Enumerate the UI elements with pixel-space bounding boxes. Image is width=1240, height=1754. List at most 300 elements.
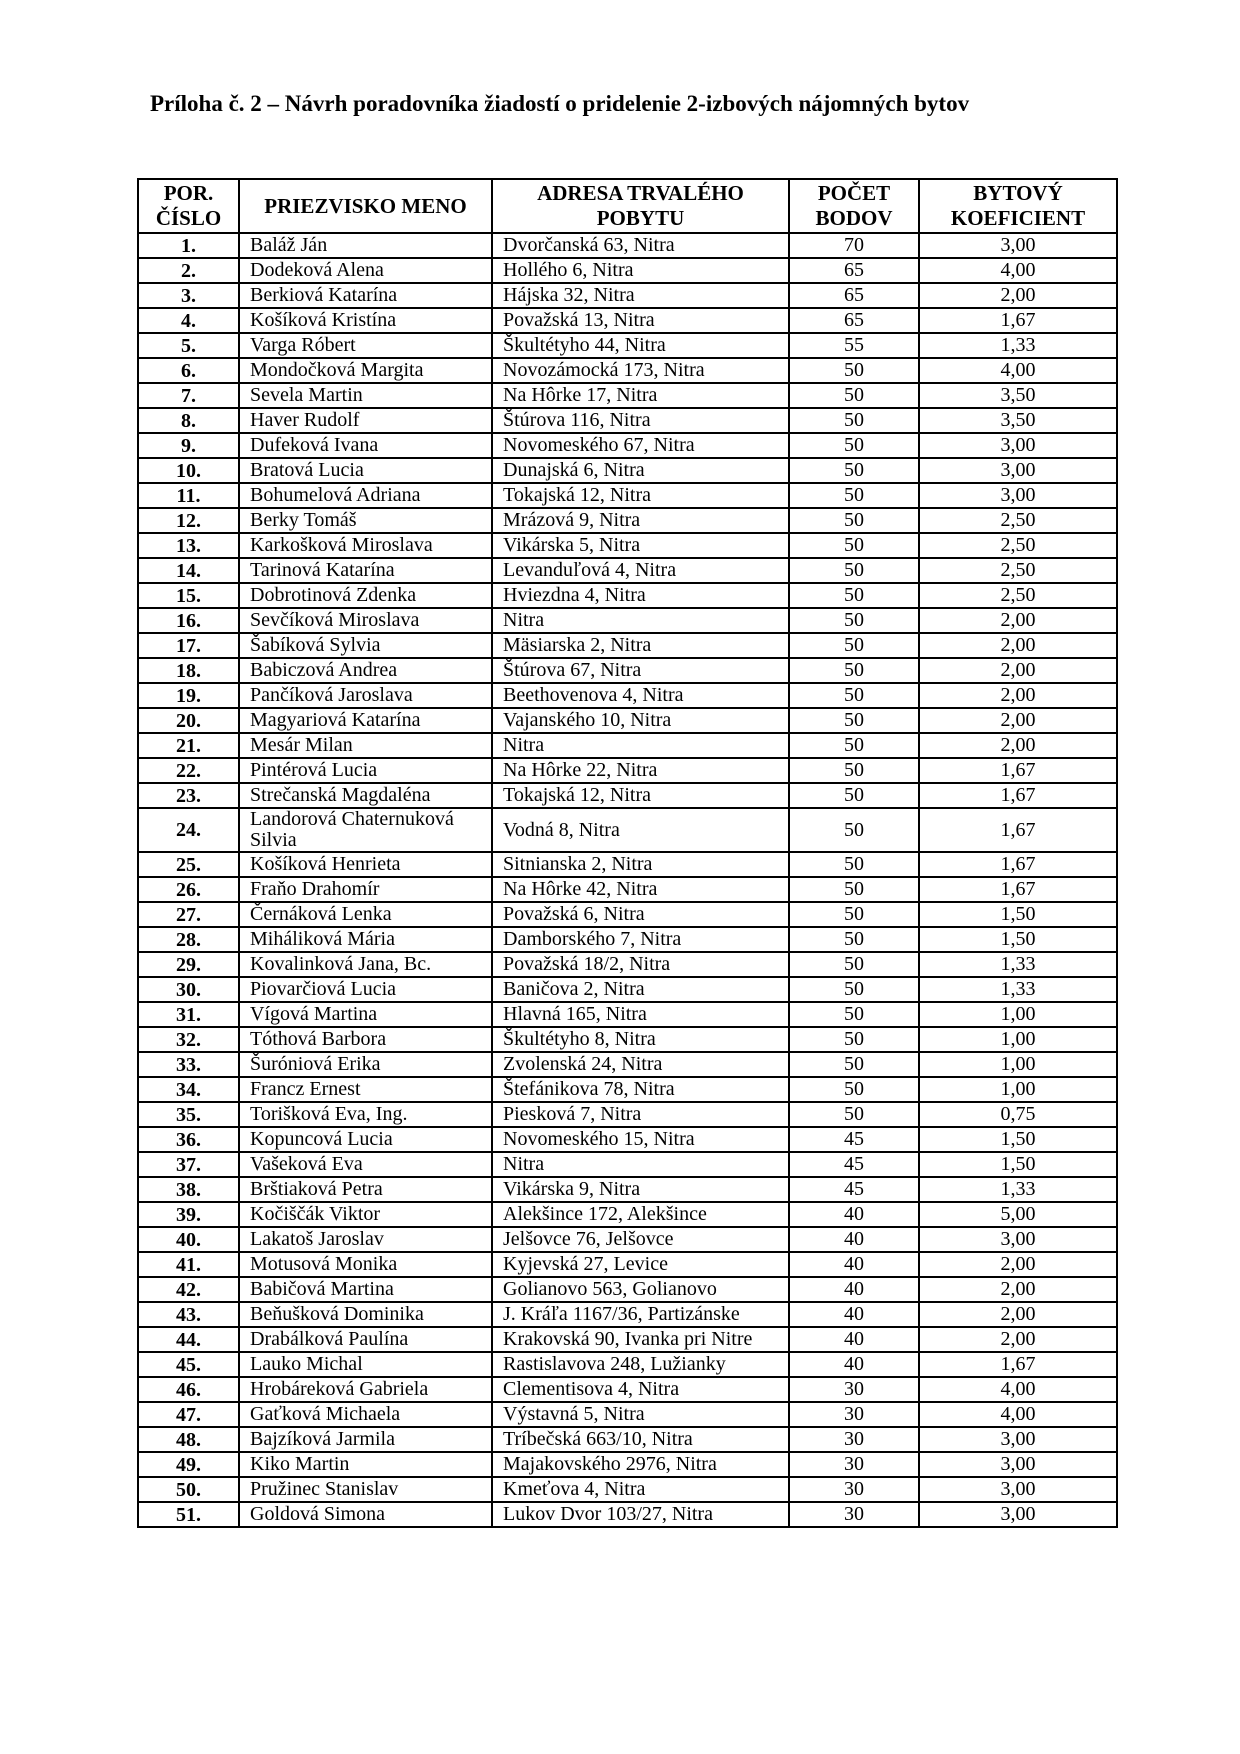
table-row (138, 1027, 1117, 1052)
points-value: 50 (789, 608, 919, 633)
housing-coefficient: 2,00 (919, 708, 1117, 733)
applicant-address: Novomeského 15, Nitra (492, 1127, 789, 1152)
row-number: 7. (138, 383, 239, 408)
applicant-address: Považská 18/2, Nitra (492, 952, 789, 977)
applicant-name: Goldová Simona (239, 1502, 492, 1527)
row-number: 39. (138, 1202, 239, 1227)
points-value: 50 (789, 583, 919, 608)
applicant-address: Hlavná 165, Nitra (492, 1002, 789, 1027)
applicant-name: Košíková Kristína (239, 308, 492, 333)
applicant-name: Berky Tomáš (239, 508, 492, 533)
housing-coefficient: 2,00 (919, 658, 1117, 683)
row-number: 8. (138, 408, 239, 433)
table-row (138, 1227, 1117, 1252)
applicant-address: Vikárska 9, Nitra (492, 1177, 789, 1202)
row-number: 25. (138, 852, 239, 877)
applicant-address: Na Hôrke 22, Nitra (492, 758, 789, 783)
applicant-name: Berkiová Katarína (239, 283, 492, 308)
table-row (138, 1277, 1117, 1302)
table-row (138, 808, 1117, 852)
applicant-name: Francz Ernest (239, 1077, 492, 1102)
applicant-name: Bajzíková Jarmila (239, 1427, 492, 1452)
housing-coefficient: 2,00 (919, 1277, 1117, 1302)
row-number: 32. (138, 1027, 239, 1052)
points-value: 50 (789, 927, 919, 952)
applicant-address: Novomeského 67, Nitra (492, 433, 789, 458)
table-row (138, 1477, 1117, 1502)
table-row (138, 783, 1117, 808)
points-value: 50 (789, 808, 919, 852)
applicants-table (137, 178, 1118, 1528)
applicant-address: Hájska 32, Nitra (492, 283, 789, 308)
applicant-address: Beethovenova 4, Nitra (492, 683, 789, 708)
points-value: 50 (789, 733, 919, 758)
applicant-address: Tokajská 12, Nitra (492, 783, 789, 808)
header-name: PRIEZVISKO MENO (239, 179, 492, 233)
applicant-address: Zvolenská 24, Nitra (492, 1052, 789, 1077)
applicant-name: Brštiaková Petra (239, 1177, 492, 1202)
applicant-name: Gaťková Michaela (239, 1402, 492, 1427)
housing-coefficient: 4,00 (919, 358, 1117, 383)
table-row (138, 1352, 1117, 1377)
applicant-address: Na Hôrke 42, Nitra (492, 877, 789, 902)
housing-coefficient: 1,67 (919, 852, 1117, 877)
table-row (138, 333, 1117, 358)
applicant-name: Miháliková Mária (239, 927, 492, 952)
applicant-name: Šuróniová Erika (239, 1052, 492, 1077)
applicant-name: Babiczová Andrea (239, 658, 492, 683)
applicant-address: Mrázová 9, Nitra (492, 508, 789, 533)
row-number: 9. (138, 433, 239, 458)
points-value: 50 (789, 658, 919, 683)
row-number: 47. (138, 1402, 239, 1427)
housing-coefficient: 1,33 (919, 977, 1117, 1002)
row-number: 48. (138, 1427, 239, 1452)
applicant-name: Kopuncová Lucia (239, 1127, 492, 1152)
applicant-address: Mäsiarska 2, Nitra (492, 633, 789, 658)
applicant-name: Sevčíková Miroslava (239, 608, 492, 633)
points-value: 65 (789, 308, 919, 333)
applicant-name: Tarinová Katarína (239, 558, 492, 583)
housing-coefficient: 2,00 (919, 283, 1117, 308)
housing-coefficient: 2,00 (919, 733, 1117, 758)
housing-coefficient: 1,33 (919, 1177, 1117, 1202)
applicant-name: Pružinec Stanislav (239, 1477, 492, 1502)
housing-coefficient: 1,67 (919, 808, 1117, 852)
applicant-name: Fraňo Drahomír (239, 877, 492, 902)
table-row (138, 1177, 1117, 1202)
housing-coefficient: 3,00 (919, 1452, 1117, 1477)
points-value: 50 (789, 952, 919, 977)
table-row (138, 1302, 1117, 1327)
row-number: 11. (138, 483, 239, 508)
row-number: 22. (138, 758, 239, 783)
points-value: 50 (789, 1102, 919, 1127)
housing-coefficient: 3,00 (919, 1477, 1117, 1502)
applicant-address: Škultétyho 8, Nitra (492, 1027, 789, 1052)
table-row (138, 583, 1117, 608)
points-value: 50 (789, 783, 919, 808)
applicant-name: Tóthová Barbora (239, 1027, 492, 1052)
row-number: 1. (138, 233, 239, 258)
row-number: 35. (138, 1102, 239, 1127)
table-body (138, 233, 1117, 1527)
applicant-name: Lauko Michal (239, 1352, 492, 1377)
applicant-name: Motusová Monika (239, 1252, 492, 1277)
points-value: 50 (789, 433, 919, 458)
row-number: 28. (138, 927, 239, 952)
points-value: 50 (789, 458, 919, 483)
housing-coefficient: 2,00 (919, 683, 1117, 708)
applicant-address: Vikárska 5, Nitra (492, 533, 789, 558)
row-number: 21. (138, 733, 239, 758)
housing-coefficient: 3,00 (919, 233, 1117, 258)
row-number: 36. (138, 1127, 239, 1152)
applicant-name: Pančíková Jaroslava (239, 683, 492, 708)
table-row (138, 558, 1117, 583)
table-row (138, 1002, 1117, 1027)
row-number: 19. (138, 683, 239, 708)
applicant-name: Bratová Lucia (239, 458, 492, 483)
row-number: 38. (138, 1177, 239, 1202)
row-number: 26. (138, 877, 239, 902)
table-row (138, 408, 1117, 433)
row-number: 4. (138, 308, 239, 333)
points-value: 50 (789, 383, 919, 408)
applicant-address: Vodná 8, Nitra (492, 808, 789, 852)
applicant-address: Škultétyho 44, Nitra (492, 333, 789, 358)
row-number: 46. (138, 1377, 239, 1402)
housing-coefficient: 1,50 (919, 1127, 1117, 1152)
table-row (138, 1377, 1117, 1402)
table-row (138, 1052, 1117, 1077)
applicant-name: Mesár Milan (239, 733, 492, 758)
housing-coefficient: 1,33 (919, 952, 1117, 977)
housing-coefficient: 4,00 (919, 1377, 1117, 1402)
points-value: 50 (789, 633, 919, 658)
row-number: 29. (138, 952, 239, 977)
applicant-address: Štefánikova 78, Nitra (492, 1077, 789, 1102)
applicant-name: Černáková Lenka (239, 902, 492, 927)
applicant-name: Pintérová Lucia (239, 758, 492, 783)
row-number: 51. (138, 1502, 239, 1527)
applicant-address: Novozámocká 173, Nitra (492, 358, 789, 383)
applicant-name: Mondočková Margita (239, 358, 492, 383)
points-value: 50 (789, 533, 919, 558)
row-number: 5. (138, 333, 239, 358)
applicant-name: Strečanská Magdaléna (239, 783, 492, 808)
table-row (138, 902, 1117, 927)
points-value: 50 (789, 508, 919, 533)
housing-coefficient: 1,50 (919, 927, 1117, 952)
table-row (138, 733, 1117, 758)
row-number: 31. (138, 1002, 239, 1027)
points-value: 45 (789, 1127, 919, 1152)
table-row (138, 358, 1117, 383)
points-value: 50 (789, 902, 919, 927)
points-value: 40 (789, 1252, 919, 1277)
points-value: 50 (789, 558, 919, 583)
applicant-name: Kiko Martin (239, 1452, 492, 1477)
table-row (138, 1152, 1117, 1177)
housing-coefficient: 3,00 (919, 1227, 1117, 1252)
housing-coefficient: 1,00 (919, 1002, 1117, 1027)
applicant-name: Dufeková Ivana (239, 433, 492, 458)
points-value: 50 (789, 1052, 919, 1077)
table-row (138, 758, 1117, 783)
applicant-name: Babičová Martina (239, 1277, 492, 1302)
points-value: 50 (789, 683, 919, 708)
applicant-address: Alekšince 172, Alekšince (492, 1202, 789, 1227)
row-number: 13. (138, 533, 239, 558)
applicant-address: Na Hôrke 17, Nitra (492, 383, 789, 408)
housing-coefficient: 3,00 (919, 458, 1117, 483)
points-value: 40 (789, 1302, 919, 1327)
housing-coefficient: 1,67 (919, 877, 1117, 902)
table-row (138, 383, 1117, 408)
row-number: 44. (138, 1327, 239, 1352)
applicant-address: Jelšovce 76, Jelšovce (492, 1227, 789, 1252)
housing-coefficient: 2,00 (919, 633, 1117, 658)
housing-coefficient: 3,50 (919, 408, 1117, 433)
applicant-address: Rastislavova 248, Lužianky (492, 1352, 789, 1377)
applicant-address: Hollého 6, Nitra (492, 258, 789, 283)
points-value: 50 (789, 1027, 919, 1052)
housing-coefficient: 1,00 (919, 1077, 1117, 1102)
applicant-address: Považská 6, Nitra (492, 902, 789, 927)
table-row (138, 458, 1117, 483)
applicant-name: Kovalinková Jana, Bc. (239, 952, 492, 977)
row-number: 37. (138, 1152, 239, 1177)
table-row (138, 258, 1117, 283)
applicant-address: Sitnianska 2, Nitra (492, 852, 789, 877)
table-row (138, 852, 1117, 877)
table-row (138, 233, 1117, 258)
table-row (138, 1452, 1117, 1477)
housing-coefficient: 1,00 (919, 1027, 1117, 1052)
applicant-name: Košíková Henrieta (239, 852, 492, 877)
table-header-row (138, 179, 1117, 233)
applicant-name: Vígová Martina (239, 1002, 492, 1027)
points-value: 65 (789, 258, 919, 283)
row-number: 10. (138, 458, 239, 483)
row-number: 16. (138, 608, 239, 633)
points-value: 30 (789, 1377, 919, 1402)
points-value: 45 (789, 1177, 919, 1202)
applicant-address: Golianovo 563, Golianovo (492, 1277, 789, 1302)
row-number: 45. (138, 1352, 239, 1377)
housing-coefficient: 1,67 (919, 758, 1117, 783)
applicant-address: Výstavná 5, Nitra (492, 1402, 789, 1427)
applicant-address: Majakovského 2976, Nitra (492, 1452, 789, 1477)
row-number: 41. (138, 1252, 239, 1277)
table-row (138, 483, 1117, 508)
housing-coefficient: 4,00 (919, 258, 1117, 283)
table-row (138, 1077, 1117, 1102)
points-value: 50 (789, 758, 919, 783)
applicant-address: Piesková 7, Nitra (492, 1102, 789, 1127)
housing-coefficient: 2,00 (919, 1302, 1117, 1327)
points-value: 70 (789, 233, 919, 258)
row-number: 34. (138, 1077, 239, 1102)
points-value: 50 (789, 358, 919, 383)
applicant-address: Tokajská 12, Nitra (492, 483, 789, 508)
points-value: 50 (789, 1077, 919, 1102)
applicant-address: Damborského 7, Nitra (492, 927, 789, 952)
applicant-name: Landorová Chaternuková Silvia (239, 808, 492, 852)
row-number: 2. (138, 258, 239, 283)
row-number: 30. (138, 977, 239, 1002)
points-value: 55 (789, 333, 919, 358)
table-row (138, 1127, 1117, 1152)
applicant-address: J. Kráľa 1167/36, Partizánske (492, 1302, 789, 1327)
applicant-name: Šabíková Sylvia (239, 633, 492, 658)
applicant-address: Tríbečská 663/10, Nitra (492, 1427, 789, 1452)
housing-coefficient: 4,00 (919, 1402, 1117, 1427)
applicant-address: Dvorčanská 63, Nitra (492, 233, 789, 258)
table-row (138, 1502, 1117, 1527)
points-value: 30 (789, 1402, 919, 1427)
row-number: 24. (138, 808, 239, 852)
housing-coefficient: 3,00 (919, 483, 1117, 508)
table-row (138, 1102, 1117, 1127)
row-number: 43. (138, 1302, 239, 1327)
housing-coefficient: 3,50 (919, 383, 1117, 408)
housing-coefficient: 3,00 (919, 433, 1117, 458)
table-row (138, 1202, 1117, 1227)
row-number: 15. (138, 583, 239, 608)
table-row (138, 952, 1117, 977)
applicant-name: Beňušková Dominika (239, 1302, 492, 1327)
header-address: ADRESA TRVALÉHO POBYTU (492, 179, 789, 233)
row-number: 33. (138, 1052, 239, 1077)
points-value: 40 (789, 1352, 919, 1377)
table-row (138, 927, 1117, 952)
applicant-address: Dunajská 6, Nitra (492, 458, 789, 483)
points-value: 30 (789, 1502, 919, 1527)
applicant-address: Clementisova 4, Nitra (492, 1377, 789, 1402)
applicant-address: Považská 13, Nitra (492, 308, 789, 333)
header-points: POČET BODOV (789, 179, 919, 233)
points-value: 45 (789, 1152, 919, 1177)
applicant-name: Magyariová Katarína (239, 708, 492, 733)
row-number: 17. (138, 633, 239, 658)
points-value: 50 (789, 852, 919, 877)
housing-coefficient: 5,00 (919, 1202, 1117, 1227)
table-row (138, 708, 1117, 733)
row-number: 6. (138, 358, 239, 383)
table-row (138, 433, 1117, 458)
points-value: 30 (789, 1452, 919, 1477)
points-value: 40 (789, 1227, 919, 1252)
applicant-name: Bohumelová Adriana (239, 483, 492, 508)
table-row (138, 1327, 1117, 1352)
row-number: 27. (138, 902, 239, 927)
applicant-name: Vašeková Eva (239, 1152, 492, 1177)
applicant-address: Nitra (492, 1152, 789, 1177)
table-row (138, 658, 1117, 683)
applicant-name: Drabálková Paulína (239, 1327, 492, 1352)
row-number: 40. (138, 1227, 239, 1252)
applicant-name: Hrobáreková Gabriela (239, 1377, 492, 1402)
housing-coefficient: 1,67 (919, 783, 1117, 808)
table-row (138, 877, 1117, 902)
housing-coefficient: 1,50 (919, 1152, 1117, 1177)
row-number: 20. (138, 708, 239, 733)
points-value: 50 (789, 977, 919, 1002)
housing-coefficient: 1,67 (919, 308, 1117, 333)
points-value: 50 (789, 483, 919, 508)
housing-coefficient: 2,00 (919, 608, 1117, 633)
points-value: 40 (789, 1327, 919, 1352)
points-value: 50 (789, 708, 919, 733)
table-row (138, 308, 1117, 333)
row-number: 18. (138, 658, 239, 683)
table-row (138, 683, 1117, 708)
table-row (138, 508, 1117, 533)
row-number: 14. (138, 558, 239, 583)
points-value: 50 (789, 877, 919, 902)
applicant-address: Kmeťova 4, Nitra (492, 1477, 789, 1502)
points-value: 30 (789, 1477, 919, 1502)
applicant-address: Krakovská 90, Ivanka pri Nitre (492, 1327, 789, 1352)
row-number: 49. (138, 1452, 239, 1477)
housing-coefficient: 2,50 (919, 508, 1117, 533)
points-value: 50 (789, 408, 919, 433)
table-row (138, 533, 1117, 558)
housing-coefficient: 1,00 (919, 1052, 1117, 1077)
housing-coefficient: 2,00 (919, 1252, 1117, 1277)
applicant-name: Lakatoš Jaroslav (239, 1227, 492, 1252)
applicant-name: Haver Rudolf (239, 408, 492, 433)
applicant-name: Sevela Martin (239, 383, 492, 408)
applicant-address: Hviezdna 4, Nitra (492, 583, 789, 608)
applicant-address: Lukov Dvor 103/27, Nitra (492, 1502, 789, 1527)
points-value: 30 (789, 1427, 919, 1452)
applicant-name: Karkošková Miroslava (239, 533, 492, 558)
table-row (138, 1427, 1117, 1452)
housing-coefficient: 3,00 (919, 1502, 1117, 1527)
row-number: 3. (138, 283, 239, 308)
applicant-name: Varga Róbert (239, 333, 492, 358)
housing-coefficient: 1,67 (919, 1352, 1117, 1377)
header-number: POR. ČÍSLO (138, 179, 239, 233)
applicant-address: Baničova 2, Nitra (492, 977, 789, 1002)
row-number: 12. (138, 508, 239, 533)
applicant-name: Baláž Ján (239, 233, 492, 258)
points-value: 40 (789, 1277, 919, 1302)
table-row (138, 977, 1117, 1002)
applicant-address: Nitra (492, 733, 789, 758)
table-row (138, 1252, 1117, 1277)
header-coefficient: BYTOVÝ KOEFICIENT (919, 179, 1117, 233)
row-number: 42. (138, 1277, 239, 1302)
points-value: 50 (789, 1002, 919, 1027)
applicant-address: Nitra (492, 608, 789, 633)
table-row (138, 1402, 1117, 1427)
row-number: 50. (138, 1477, 239, 1502)
housing-coefficient: 2,50 (919, 583, 1117, 608)
applicant-address: Kyjevská 27, Levice (492, 1252, 789, 1277)
housing-coefficient: 2,00 (919, 1327, 1117, 1352)
housing-coefficient: 2,50 (919, 558, 1117, 583)
housing-coefficient: 1,50 (919, 902, 1117, 927)
housing-coefficient: 2,50 (919, 533, 1117, 558)
applicant-name: Dobrotinová Zdenka (239, 583, 492, 608)
applicant-address: Vajanského 10, Nitra (492, 708, 789, 733)
applicant-address: Levanduľová 4, Nitra (492, 558, 789, 583)
applicant-name: Dodeková Alena (239, 258, 492, 283)
